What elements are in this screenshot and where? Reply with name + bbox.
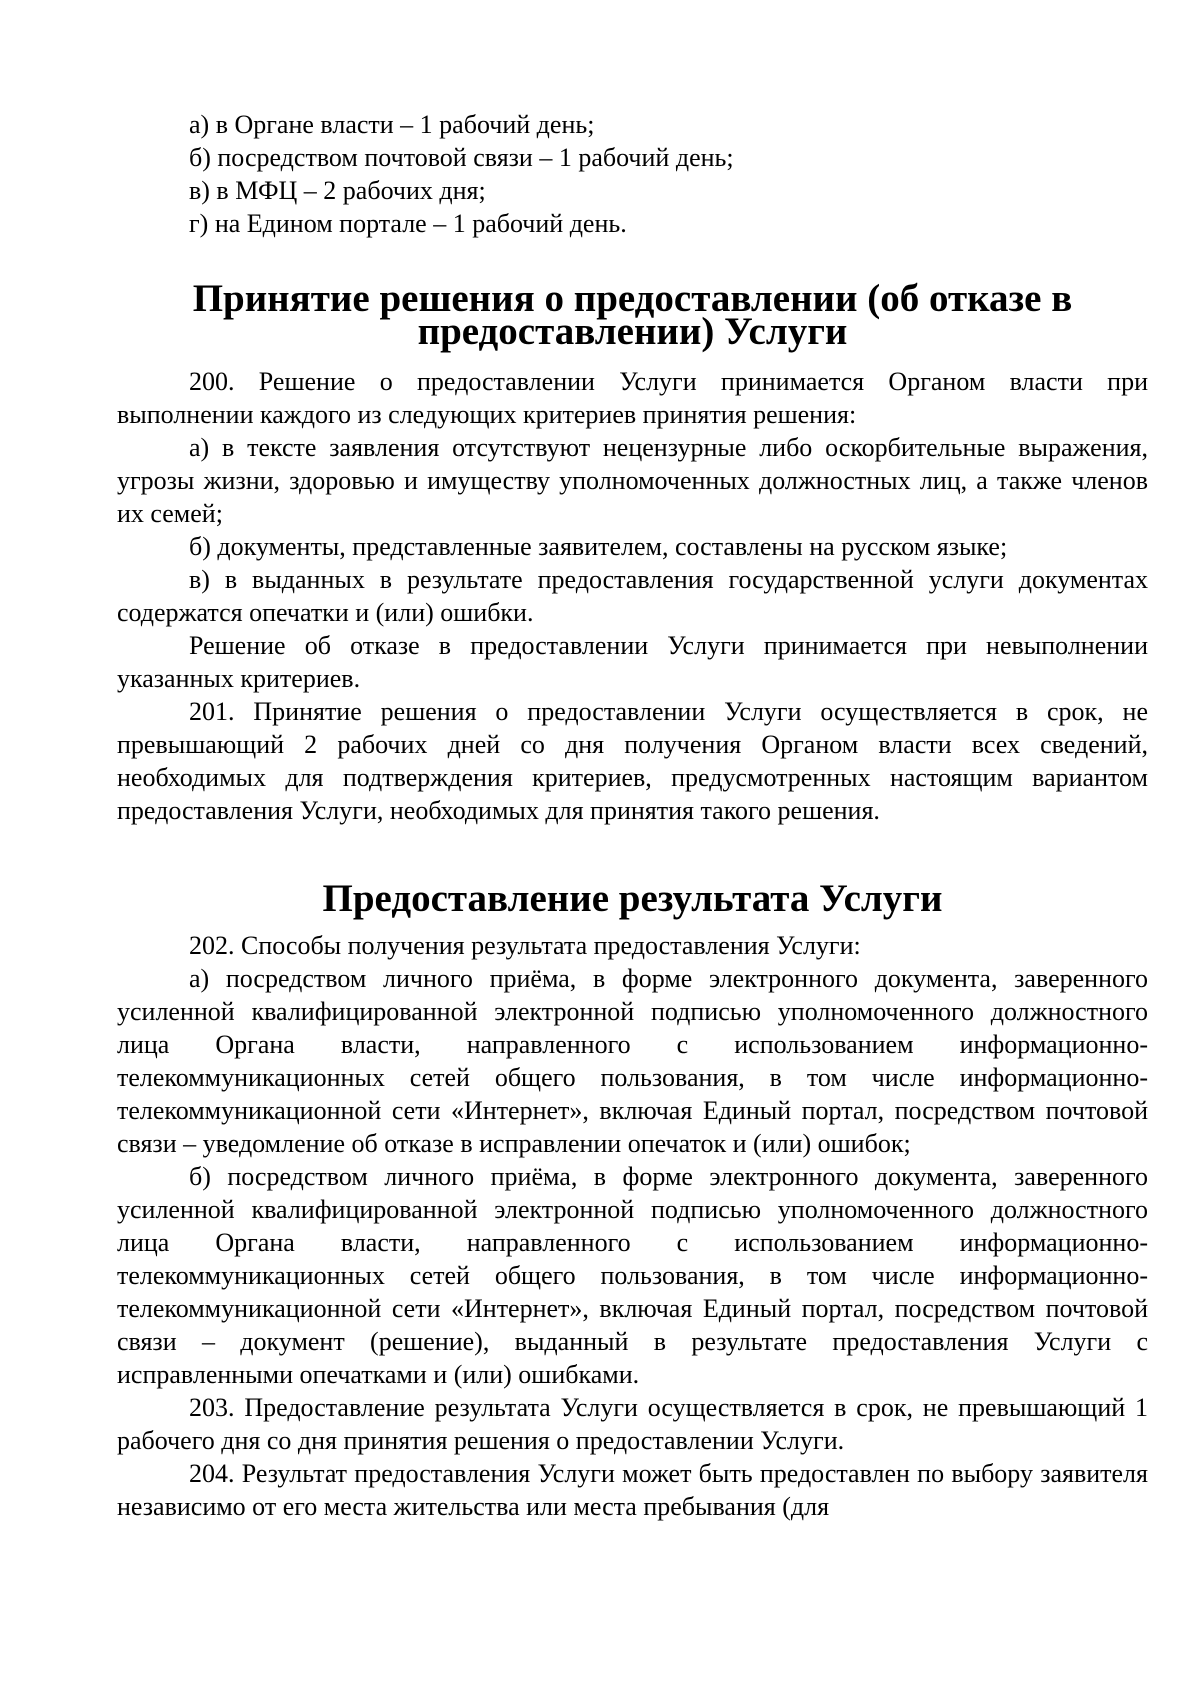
section-decision-body [117,365,1148,827]
paragraph: а) в тексте заявления отсутствуют нецензурные либо оскорбительные выражения, угрозы жизни, здоровью и имуществу уполномоченных должностных лиц, а также членов их семей; [117,433,1148,528]
paragraph: а) посредством личного приёма, в форме электронного документа, заверенного усиленной квалифицированной электронной подписью уполномоченного должностного лица Органа власти, направленного с использованием информационно-телекоммуникационных сетей общего пользования, в том числе информационно-телекоммуникационной сети «Интернет», включая Единый портал, посредством почтовой связи – уведомление об отказе в исправлении опечаток и (или) ошибок; [117,964,1148,1158]
paragraph: 200. Решение о предоставлении Услуги принимается Органом власти при выполнении каждого из следующих критериев принятия решения: [117,367,1148,429]
list-item: г) на Едином портале – 1 рабочий день. [189,209,627,238]
paragraph: б) документы, представленные заявителем, составлены на русском языке; [189,532,1008,561]
intro-list [117,108,1148,240]
paragraph: 204. Результат предоставления Услуги может быть предоставлен по выбору заявителя независимо от его места жительства или места пребывания (для [117,1459,1148,1521]
section-heading-result: Предоставление результата Услуги [322,877,943,920]
paragraph: 201. Принятие решения о предоставлении Услуги осуществляется в срок, не превышающий 2 рабочих дней со дня получения Органом власти всех сведений, необходимых для подтверждения критериев, предусмотренных настоящим вариантом предоставления Услуги, необходимых для принятия такого решения. [117,697,1148,825]
paragraph: 202. Способы получения результата предоставления Услуги: [189,931,861,960]
paragraph: в) в выданных в результате предоставления государственной услуги документах содержатся опечатки и (или) ошибки. [117,565,1148,627]
section-heading-decision: Принятие решения о предоставлении (об отказе в предоставлении) Услуги [192,277,1073,353]
paragraph: 203. Предоставление результата Услуги осуществляется в срок, не превышающий 1 рабочего дня со дня принятия решения о предоставлении Услуги. [117,1393,1148,1455]
list-item: а) в Органе власти – 1 рабочий день; [189,110,595,139]
list-item: б) посредством почтовой связи – 1 рабочий день; [189,143,734,172]
paragraph: б) посредством личного приёма, в форме электронного документа, заверенного усиленной квалифицированной электронной подписью уполномоченного должностного лица Органа власти, направленного с использованием информационно-телекоммуникационных сетей общего пользования, в том числе информационно-телекоммуникационной сети «Интернет», включая Единый портал, посредством почтовой связи – документ (решение), выданный в результате предоставления Услуги с исправленными опечатками и (или) ошибками. [117,1162,1148,1389]
paragraph: Решение об отказе в предоставлении Услуги принимается при невыполнении указанных критериев. [117,631,1148,693]
section-result-body [117,929,1148,1523]
spacer [117,827,1148,882]
spacer [117,240,1148,282]
list-item: в) в МФЦ – 2 рабочих дня; [189,176,486,205]
